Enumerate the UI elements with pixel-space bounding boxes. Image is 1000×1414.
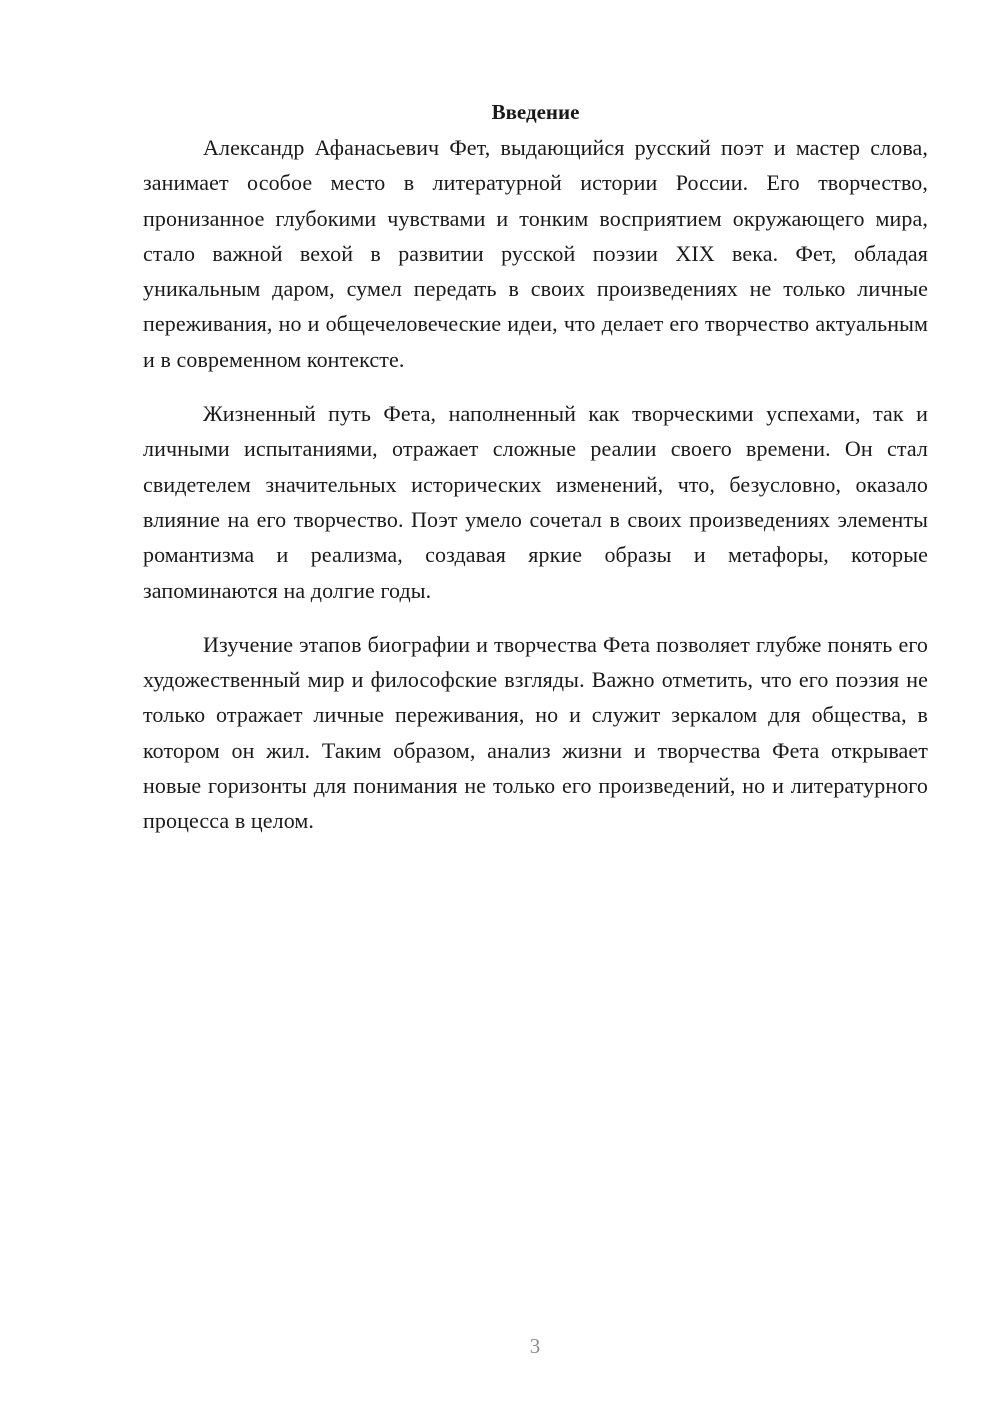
paragraph-2: Жизненный путь Фета, наполненный как творческими успехами, так и личными испытаниями, отражает сложные реалии своего времени. Он стал свидетелем значительных исторических изменений, что, безусловно, оказало влияние на его творчество. Поэт умело сочетал в своих произведениях элементы романтизма и реализма, создавая яркие образы и метафоры, которые запоминаются на долгие годы. xyxy=(143,401,928,603)
section-heading: Введение xyxy=(491,100,580,124)
page-number: 3 xyxy=(529,1334,541,1358)
paragraph-1: Александр Афанасьевич Фет, выдающийся русский поэт и мастер слова, занимает особое место в литературной истории России. Его творчество, пронизанное глубокими чувствами и тонким восприятием окружающего мира, стало важной вехой в развитии русской поэзии XIX века. Фет, обладая уникальным даром, сумел передать в своих произведениях не только личные переживания, но и общечеловеческие идеи, что делает его творчество актуальным и в современном контексте. xyxy=(143,135,928,372)
paragraph-3: Изучение этапов биографии и творчества Фета позволяет глубже понять его художественный мир и философские взгляды. Важно отметить, что его поэзия не только отражает личные переживания, но и служит зеркалом для общества, в котором он жил. Таким образом, анализ жизни и творчества Фета открывает новые горизонты для понимания не только его произведений, но и литературного процесса в целом. xyxy=(143,631,928,834)
page-content xyxy=(143,96,928,858)
